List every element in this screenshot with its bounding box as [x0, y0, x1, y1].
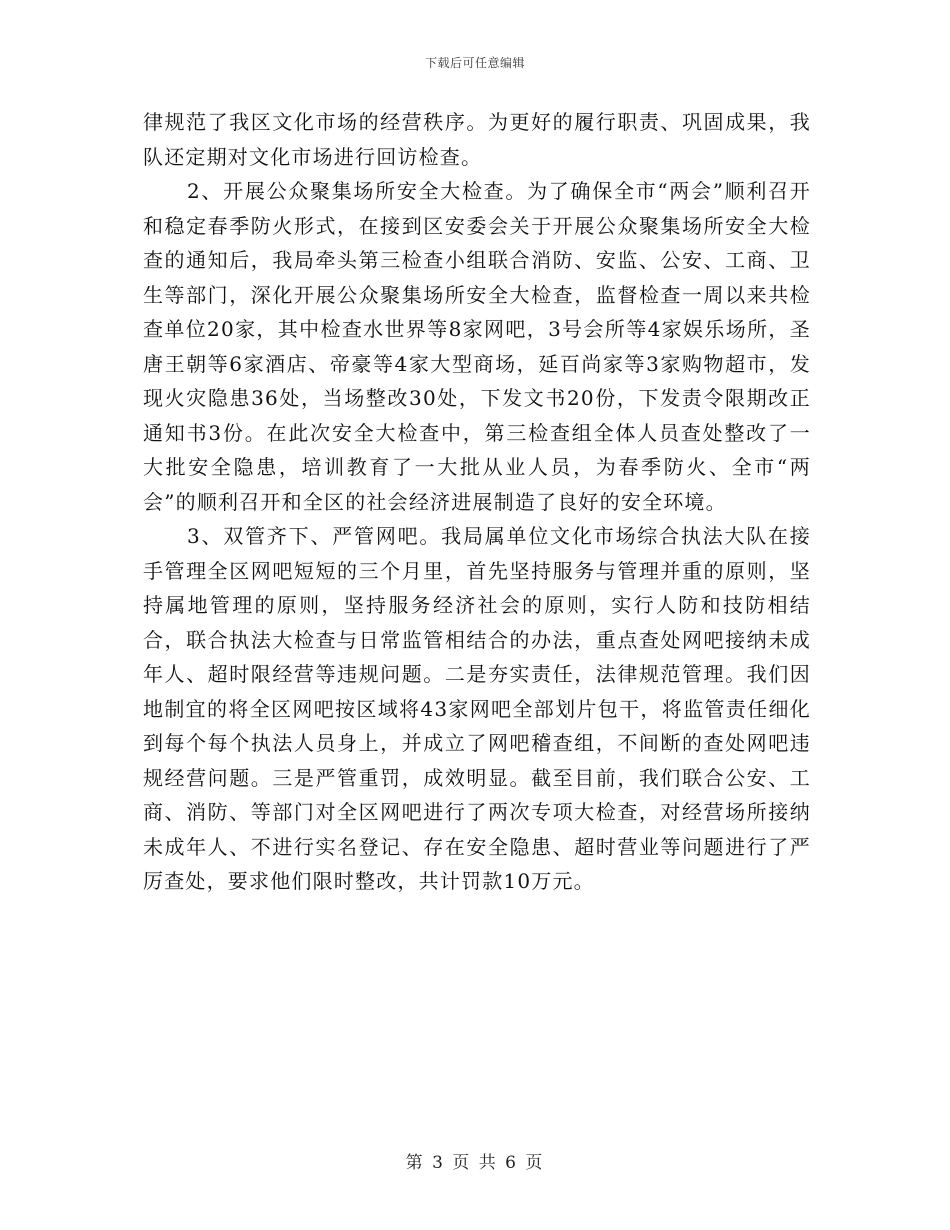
page-number: 第 3 页 共 6 页: [405, 1153, 545, 1173]
document-body: [143, 105, 811, 899]
paragraph-continuation: 律规范了我区文化市场的经营秩序。为更好的履行职责、巩固成果，我队还定期对文化市场进行回访检查。: [143, 110, 811, 169]
paragraph-item-3: 3、双管齐下、严管网吧。我局属单位文化市场综合执法大队在接手管理全区网吧短短的三个月里，首先坚持服务与管理并重的原则，坚持属地管理的原则，坚持服务经济社会的原则，实行人防和技防相结合，联合执法大检查与日常监管相结合的办法，重点查处网吧接纳未成年人、超时限经营等违规问题。二是夯实责任，法律规范管理。我们因地制宜的将全区网吧按区域将43家网吧全部划片包干，将监管责任细化到每个每个执法人员身上，并成立了网吧稽查组，不间断的查处网吧违规经营问题。三是严管重罚，成效明显。截至目前，我们联合公安、工商、消防、等部门对全区网吧进行了两次专项大检查，对经营场所接纳未成年人、不进行实名登记、存在安全隐患、超时营业等问题进行了严厉查处，要求他们限时整改，共计罚款10万元。: [143, 524, 811, 893]
paragraph-item-2: 2、开展公众聚集场所安全大检查。为了确保全市“两会”顺利召开和稳定春季防火形式，在接到区安委会关于开展公众聚集场所安全大检查的通知后，我局牵头第三检查小组联合消防、安监、公安、工商、卫生等部门，深化开展公众聚集场所安全大检查，监督检查一周以来共检查单位20家，其中检查水世界等8家网吧，3号会所等4家娱乐场所，圣唐王朝等6家酒店、帝豪等4家大型商场，延百尚家等3家购物超市，发现火灾隐患36处，当场整改30处，下发文书20份，下发责令限期改正通知书3份。在此次安全大检查中，第三检查组全体人员查处整改了一大批安全隐患，培训教育了一大批从业人员，为春季防火、全市“两会”的顺利召开和全区的社会经济进展制造了良好的安全环境。: [143, 179, 811, 514]
page-header-note: 下载后可任意编辑: [424, 56, 525, 70]
